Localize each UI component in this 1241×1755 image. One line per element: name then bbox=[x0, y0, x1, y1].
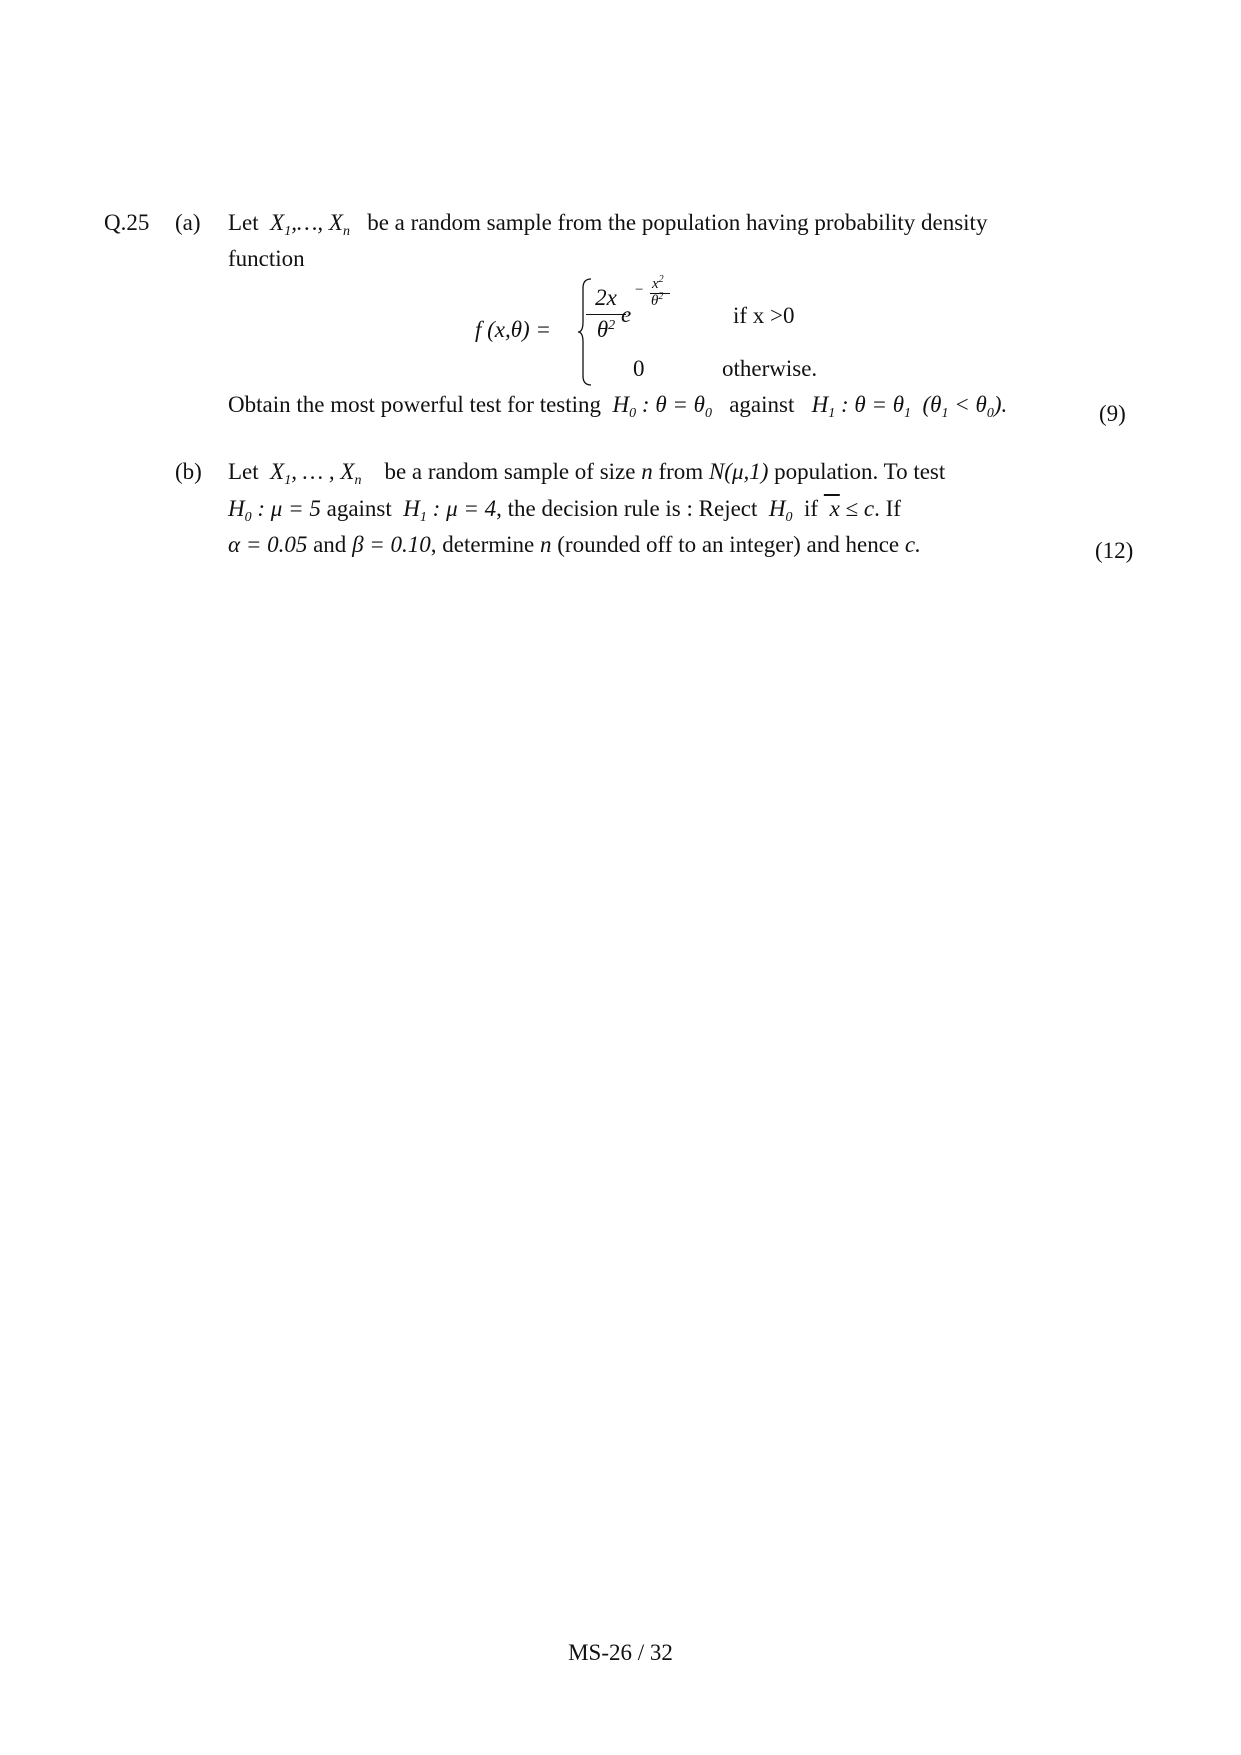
task-text: Obtain the most powerful test for testing bbox=[228, 392, 602, 417]
h0-b: $H_0$ : bbox=[228, 496, 271, 525]
rejection-condition: ≤ c bbox=[845, 496, 875, 521]
beta-value: β = 0.10 bbox=[352, 532, 431, 557]
page-footer: MS-26 / 32 bbox=[568, 1640, 673, 1665]
h1-b-value: μ = 4 bbox=[446, 496, 497, 521]
question-number: Q.25 bbox=[104, 210, 150, 235]
n-variable: n bbox=[641, 459, 653, 484]
case-2-value: 0 bbox=[633, 356, 645, 381]
fraction-bar bbox=[586, 314, 626, 315]
part-a-label: (a) bbox=[175, 210, 201, 235]
case-2-condition: otherwise. bbox=[722, 356, 818, 381]
part-a-line-2: function bbox=[228, 246, 305, 271]
text-sample-size: be a random sample of size bbox=[384, 459, 636, 484]
part-a-marks: (9) bbox=[1099, 401, 1126, 426]
text-decision-rule: , the decision rule is : Reject bbox=[496, 496, 758, 521]
text-let-b: Let bbox=[228, 459, 259, 484]
part-b-marks: (12) bbox=[1095, 538, 1134, 563]
part-b-line-2 bbox=[228, 496, 901, 525]
sample-notation: $X_1,\dots$, $X_n$ bbox=[264, 210, 350, 239]
text-rounded: (rounded off to an integer) and hence bbox=[557, 532, 900, 557]
normal-population: N(μ,1) bbox=[708, 459, 769, 484]
alt-hypothesis: $H_1$ : $\theta = \theta_1$ $(\theta_1 < \theta_0)$. bbox=[800, 392, 1008, 421]
sample-notation-b: $X_1$, … , $X_n$ bbox=[264, 459, 362, 488]
text-if-end: . If bbox=[874, 496, 901, 521]
pdf-numerator: 2x bbox=[595, 285, 617, 310]
exp-numerator: $x^2$ bbox=[652, 274, 664, 292]
text-let: Let bbox=[228, 210, 259, 235]
text-determine: , determine bbox=[430, 532, 535, 557]
part-b-label: (b) bbox=[175, 459, 202, 484]
x-bar: x bbox=[823, 496, 840, 521]
c-variable: c. bbox=[904, 532, 921, 557]
n-variable-b: n bbox=[540, 532, 552, 557]
case-1-condition: if x >0 bbox=[733, 303, 795, 328]
h0-b-value: μ = 5 bbox=[270, 496, 321, 521]
pdf-lhs: f (x,θ) = bbox=[475, 317, 551, 342]
null-hypothesis: $H_0$ : $\theta = \theta_0$ bbox=[606, 392, 712, 421]
text-population: population. To test bbox=[774, 459, 946, 484]
h1-b: $H_1$ : bbox=[397, 496, 447, 525]
h0-reject: $H_0$ bbox=[763, 496, 793, 525]
exp-denominator: $\theta^2$ bbox=[651, 291, 664, 309]
part-a-task bbox=[228, 392, 1008, 421]
part-a-line-1 bbox=[228, 210, 988, 239]
text-from: from bbox=[658, 459, 704, 484]
text-against-b: against bbox=[326, 496, 392, 521]
exp-minus: − bbox=[635, 282, 644, 298]
part-b-line-1 bbox=[228, 459, 946, 488]
text-if: if bbox=[804, 496, 819, 521]
pdf-denominator: $\theta^2$ bbox=[596, 317, 616, 342]
text-against: against bbox=[729, 392, 795, 417]
text-random-sample: be a random sample from the population having probability density bbox=[367, 210, 988, 235]
text-and: and bbox=[313, 532, 347, 557]
part-b-line-3 bbox=[228, 532, 921, 558]
alpha-value: α = 0.05 bbox=[228, 532, 308, 557]
exp-base: e bbox=[621, 302, 632, 327]
